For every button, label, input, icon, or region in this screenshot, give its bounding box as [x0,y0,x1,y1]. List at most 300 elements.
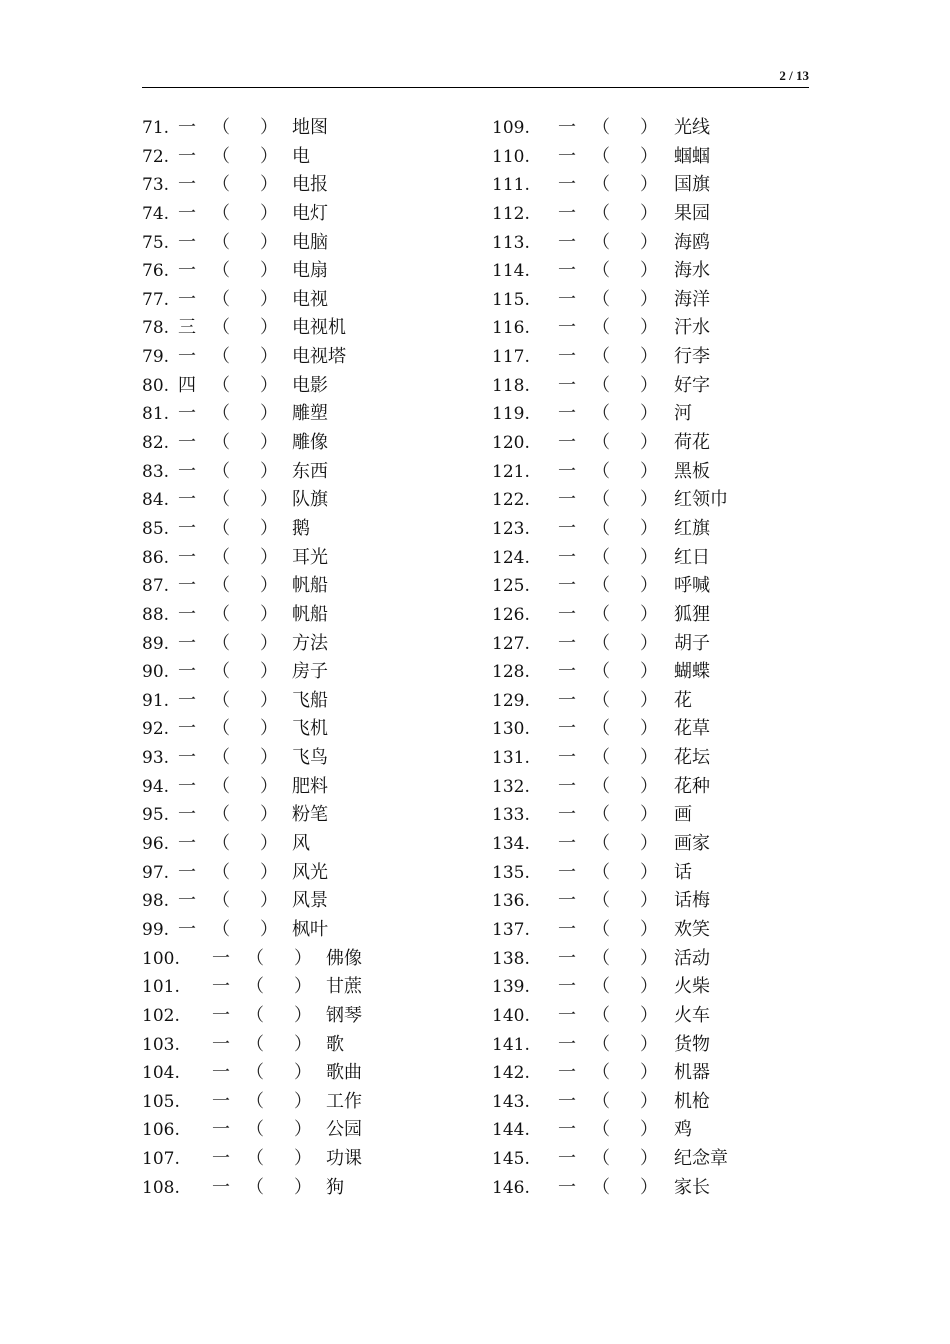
list-item [492,1031,808,1060]
list-item [492,945,808,974]
item-number: 89. [142,633,170,654]
item-number: 84. [142,490,170,511]
measure-word: 一 [178,145,196,167]
list-item [492,200,808,229]
close-paren: ） [260,775,278,797]
close-paren: ） [640,231,658,253]
close-paren: ） [640,317,658,339]
list-item [142,1088,472,1117]
item-number: 93. [142,748,170,769]
measure-word: 一 [178,804,196,826]
measure-word: 一 [212,1090,230,1112]
list-item [492,1088,808,1117]
noun-word: 队旗 [292,489,328,511]
close-paren: ） [640,804,658,826]
open-paren: （ [592,890,610,912]
list-item [142,171,472,200]
measure-word: 一 [178,403,196,425]
close-paren: ） [260,517,278,539]
open-paren: （ [592,833,610,855]
measure-word: 一 [558,775,576,797]
measure-word: 一 [558,575,576,597]
close-paren: ） [260,632,278,654]
list-item [492,830,808,859]
noun-word: 海水 [674,260,710,282]
list-item [142,1002,472,1031]
item-number: 78. [142,318,170,339]
list-item [492,343,808,372]
item-number: 73. [142,175,170,196]
item-number: 112. [492,203,530,224]
noun-word: 纪念章 [674,1148,728,1170]
close-paren: ） [640,1119,658,1141]
close-paren: ） [640,1176,658,1198]
noun-word: 荷花 [674,432,710,454]
noun-word: 花 [674,689,692,711]
list-item [142,1116,472,1145]
item-number: 130. [492,719,530,740]
item-number: 85. [142,518,170,539]
open-paren: （ [212,145,230,167]
list-item [142,314,472,343]
list-item [492,515,808,544]
item-number: 125. [492,576,530,597]
open-paren: （ [246,1090,264,1112]
list-item [492,916,808,945]
close-paren: ） [640,174,658,196]
open-paren: （ [246,976,264,998]
item-number: 132. [492,776,530,797]
open-paren: （ [212,689,230,711]
measure-word: 一 [178,575,196,597]
close-paren: ） [640,1148,658,1170]
list-item [492,1059,808,1088]
item-number: 83. [142,461,170,482]
close-paren: ） [640,833,658,855]
list-item [492,1002,808,1031]
measure-word: 一 [178,460,196,482]
measure-word: 一 [178,432,196,454]
measure-word: 一 [178,775,196,797]
list-item [142,572,472,601]
item-number: 87. [142,576,170,597]
item-number: 140. [492,1005,530,1026]
noun-word: 功课 [326,1148,362,1170]
noun-word: 帆船 [292,575,328,597]
measure-word: 一 [558,747,576,769]
item-number: 141. [492,1034,530,1055]
open-paren: （ [592,1090,610,1112]
measure-word: 一 [178,260,196,282]
close-paren: ） [260,202,278,224]
open-paren: （ [212,174,230,196]
item-number: 96. [142,834,170,855]
measure-word: 一 [178,689,196,711]
item-number: 146. [492,1177,530,1198]
open-paren: （ [592,117,610,138]
item-number: 111. [492,175,530,196]
close-paren: ） [260,890,278,912]
close-paren: ） [640,517,658,539]
open-paren: （ [212,775,230,797]
noun-word: 帆船 [292,603,328,625]
item-number: 82. [142,433,170,454]
close-paren: ） [260,145,278,167]
close-paren: ） [260,432,278,454]
item-number: 97. [142,862,170,883]
close-paren: ） [260,575,278,597]
close-paren: ） [260,374,278,396]
list-item [492,257,808,286]
item-number: 119. [492,404,530,425]
list-item [142,343,472,372]
noun-word: 甘蔗 [326,976,362,998]
noun-word: 电影 [292,374,328,396]
close-paren: ） [260,833,278,855]
list-item [142,257,472,286]
list-item [492,744,808,773]
noun-word: 家长 [674,1176,710,1198]
item-number: 135. [492,862,530,883]
open-paren: （ [212,346,230,368]
noun-word: 地图 [292,117,328,138]
item-number: 94. [142,776,170,797]
noun-word: 蝈蝈 [674,145,710,167]
close-paren: ） [640,661,658,683]
list-item [142,200,472,229]
list-item [142,229,472,258]
noun-word: 风景 [292,890,328,912]
measure-word: 一 [178,489,196,511]
measure-word: 一 [558,1062,576,1084]
open-paren: （ [592,432,610,454]
measure-word: 一 [178,718,196,740]
noun-word: 红领巾 [674,489,728,511]
close-paren: ） [640,918,658,940]
measure-word: 一 [212,976,230,998]
measure-word: 一 [558,1090,576,1112]
measure-word: 一 [558,202,576,224]
measure-word: 一 [178,546,196,568]
item-number: 110. [492,146,530,167]
item-number: 74. [142,203,170,224]
open-paren: （ [592,603,610,625]
close-paren: ） [260,346,278,368]
item-number: 75. [142,232,170,253]
measure-word: 一 [558,861,576,883]
noun-word: 花坛 [674,747,710,769]
noun-word: 画家 [674,833,710,855]
close-paren: ） [260,918,278,940]
measure-word: 一 [558,317,576,339]
list-item [142,429,472,458]
close-paren: ） [294,1033,312,1055]
measure-word: 一 [558,403,576,425]
list-item [142,143,472,172]
open-paren: （ [212,517,230,539]
item-number: 144. [492,1120,530,1141]
noun-word: 歌 [326,1033,344,1055]
close-paren: ） [640,976,658,998]
open-paren: （ [592,976,610,998]
close-paren: ） [260,460,278,482]
list-item [142,630,472,659]
noun-word: 花种 [674,775,710,797]
close-paren: ） [260,747,278,769]
measure-word: 一 [558,632,576,654]
open-paren: （ [592,288,610,310]
measure-word: 一 [558,689,576,711]
close-paren: ） [640,603,658,625]
close-paren: ） [260,718,278,740]
measure-word: 一 [178,231,196,253]
list-item [142,916,472,945]
open-paren: （ [246,1119,264,1141]
measure-word: 一 [558,947,576,969]
open-paren: （ [592,1119,610,1141]
list-item [492,715,808,744]
noun-word: 货物 [674,1033,710,1055]
list-item [492,658,808,687]
item-number: 116. [492,318,530,339]
close-paren: ） [294,1062,312,1084]
measure-word: 一 [558,174,576,196]
item-number: 71. [142,118,170,138]
open-paren: （ [592,947,610,969]
measure-word: 一 [558,1176,576,1198]
measure-word: 一 [212,1119,230,1141]
list-item [492,114,808,143]
noun-word: 电脑 [292,231,328,253]
measure-word: 一 [558,976,576,998]
list-item [142,458,472,487]
close-paren: ） [260,231,278,253]
close-paren: ） [640,346,658,368]
noun-word: 花草 [674,718,710,740]
close-paren: ） [640,775,658,797]
open-paren: （ [592,918,610,940]
measure-word: 一 [558,346,576,368]
noun-word: 飞机 [292,718,328,740]
open-paren: （ [212,374,230,396]
open-paren: （ [212,661,230,683]
noun-word: 风 [292,833,310,855]
open-paren: （ [592,317,610,339]
list-item [492,143,808,172]
noun-word: 电报 [292,174,328,196]
noun-word: 光线 [674,117,710,138]
item-number: 136. [492,891,530,912]
noun-word: 鹅 [292,517,310,539]
measure-word: 一 [558,1148,576,1170]
item-number: 142. [492,1063,530,1084]
close-paren: ） [640,689,658,711]
open-paren: （ [592,174,610,196]
list-item [142,515,472,544]
close-paren: ） [640,374,658,396]
item-number: 106. [142,1120,180,1141]
open-paren: （ [592,145,610,167]
open-paren: （ [592,775,610,797]
item-number: 72. [142,146,170,167]
open-paren: （ [592,1033,610,1055]
noun-word: 火车 [674,1004,710,1026]
open-paren: （ [212,288,230,310]
close-paren: ） [640,947,658,969]
close-paren: ） [260,288,278,310]
list-item [492,630,808,659]
noun-word: 雕像 [292,432,328,454]
item-number: 107. [142,1149,180,1170]
noun-word: 房子 [292,661,328,683]
measure-word: 一 [212,1004,230,1026]
list-item [142,744,472,773]
left-column [142,114,472,1202]
open-paren: （ [212,260,230,282]
measure-word: 一 [178,747,196,769]
list-item [142,601,472,630]
close-paren: ） [640,117,658,138]
open-paren: （ [212,918,230,940]
list-item [492,314,808,343]
close-paren: ） [260,403,278,425]
item-number: 128. [492,662,530,683]
list-item [142,486,472,515]
item-number: 117. [492,347,530,368]
item-number: 80. [142,375,170,396]
open-paren: （ [212,317,230,339]
open-paren: （ [246,1004,264,1026]
close-paren: ） [294,976,312,998]
noun-word: 好字 [674,374,710,396]
list-item [142,286,472,315]
noun-word: 风光 [292,861,328,883]
noun-word: 机枪 [674,1090,710,1112]
noun-word: 果园 [674,202,710,224]
item-number: 139. [492,977,530,998]
open-paren: （ [592,546,610,568]
item-number: 100. [142,948,180,969]
close-paren: ） [640,861,658,883]
measure-word: 一 [178,202,196,224]
open-paren: （ [592,689,610,711]
measure-word: 一 [558,460,576,482]
close-paren: ） [640,145,658,167]
measure-word: 一 [178,517,196,539]
close-paren: ） [640,403,658,425]
open-paren: （ [212,460,230,482]
measure-word: 一 [212,1033,230,1055]
list-item [142,773,472,802]
list-item [492,400,808,429]
open-paren: （ [212,231,230,253]
close-paren: ） [294,947,312,969]
list-item [492,372,808,401]
item-number: 108. [142,1177,180,1198]
measure-word: 一 [558,145,576,167]
close-paren: ） [294,1176,312,1198]
item-number: 137. [492,919,530,940]
open-paren: （ [592,747,610,769]
list-item [142,372,472,401]
noun-word: 海鸥 [674,231,710,253]
open-paren: （ [212,861,230,883]
open-paren: （ [592,489,610,511]
measure-word: 一 [558,517,576,539]
close-paren: ） [294,1119,312,1141]
item-number: 90. [142,662,170,683]
list-item [142,1031,472,1060]
noun-word: 海洋 [674,288,710,310]
measure-word: 一 [558,489,576,511]
item-number: 103. [142,1034,180,1055]
close-paren: ） [640,575,658,597]
item-number: 76. [142,261,170,282]
noun-word: 方法 [292,632,328,654]
noun-word: 胡子 [674,632,710,654]
close-paren: ） [260,489,278,511]
noun-word: 汗水 [674,317,710,339]
list-item [492,687,808,716]
close-paren: ） [640,632,658,654]
noun-word: 电视机 [292,317,346,339]
open-paren: （ [592,517,610,539]
item-number: 99. [142,919,170,940]
close-paren: ） [640,260,658,282]
measure-word: 一 [178,174,196,196]
item-number: 86. [142,547,170,568]
list-item [492,1174,808,1203]
close-paren: ） [640,1033,658,1055]
open-paren: （ [592,231,610,253]
list-item [142,973,472,1002]
item-number: 113. [492,232,530,253]
list-item [142,658,472,687]
close-paren: ） [260,661,278,683]
open-paren: （ [212,890,230,912]
item-number: 101. [142,977,180,998]
item-number: 104. [142,1063,180,1084]
noun-word: 国旗 [674,174,710,196]
close-paren: ） [640,747,658,769]
measure-word: 一 [558,1004,576,1026]
noun-word: 狐狸 [674,603,710,625]
item-number: 88. [142,604,170,625]
close-paren: ） [640,546,658,568]
measure-word: 一 [178,861,196,883]
open-paren: （ [212,432,230,454]
open-paren: （ [246,947,264,969]
noun-word: 欢笑 [674,918,710,940]
measure-word: 一 [558,260,576,282]
measure-word: 一 [558,231,576,253]
open-paren: （ [592,804,610,826]
open-paren: （ [212,632,230,654]
item-number: 122. [492,490,530,511]
close-paren: ） [260,804,278,826]
noun-word: 画 [674,804,692,826]
item-number: 95. [142,805,170,826]
measure-word: 一 [558,804,576,826]
noun-word: 电灯 [292,202,328,224]
list-item [492,601,808,630]
close-paren: ） [640,718,658,740]
list-item [492,229,808,258]
open-paren: （ [592,661,610,683]
measure-word: 一 [178,346,196,368]
noun-word: 黑板 [674,460,710,482]
close-paren: ） [640,890,658,912]
